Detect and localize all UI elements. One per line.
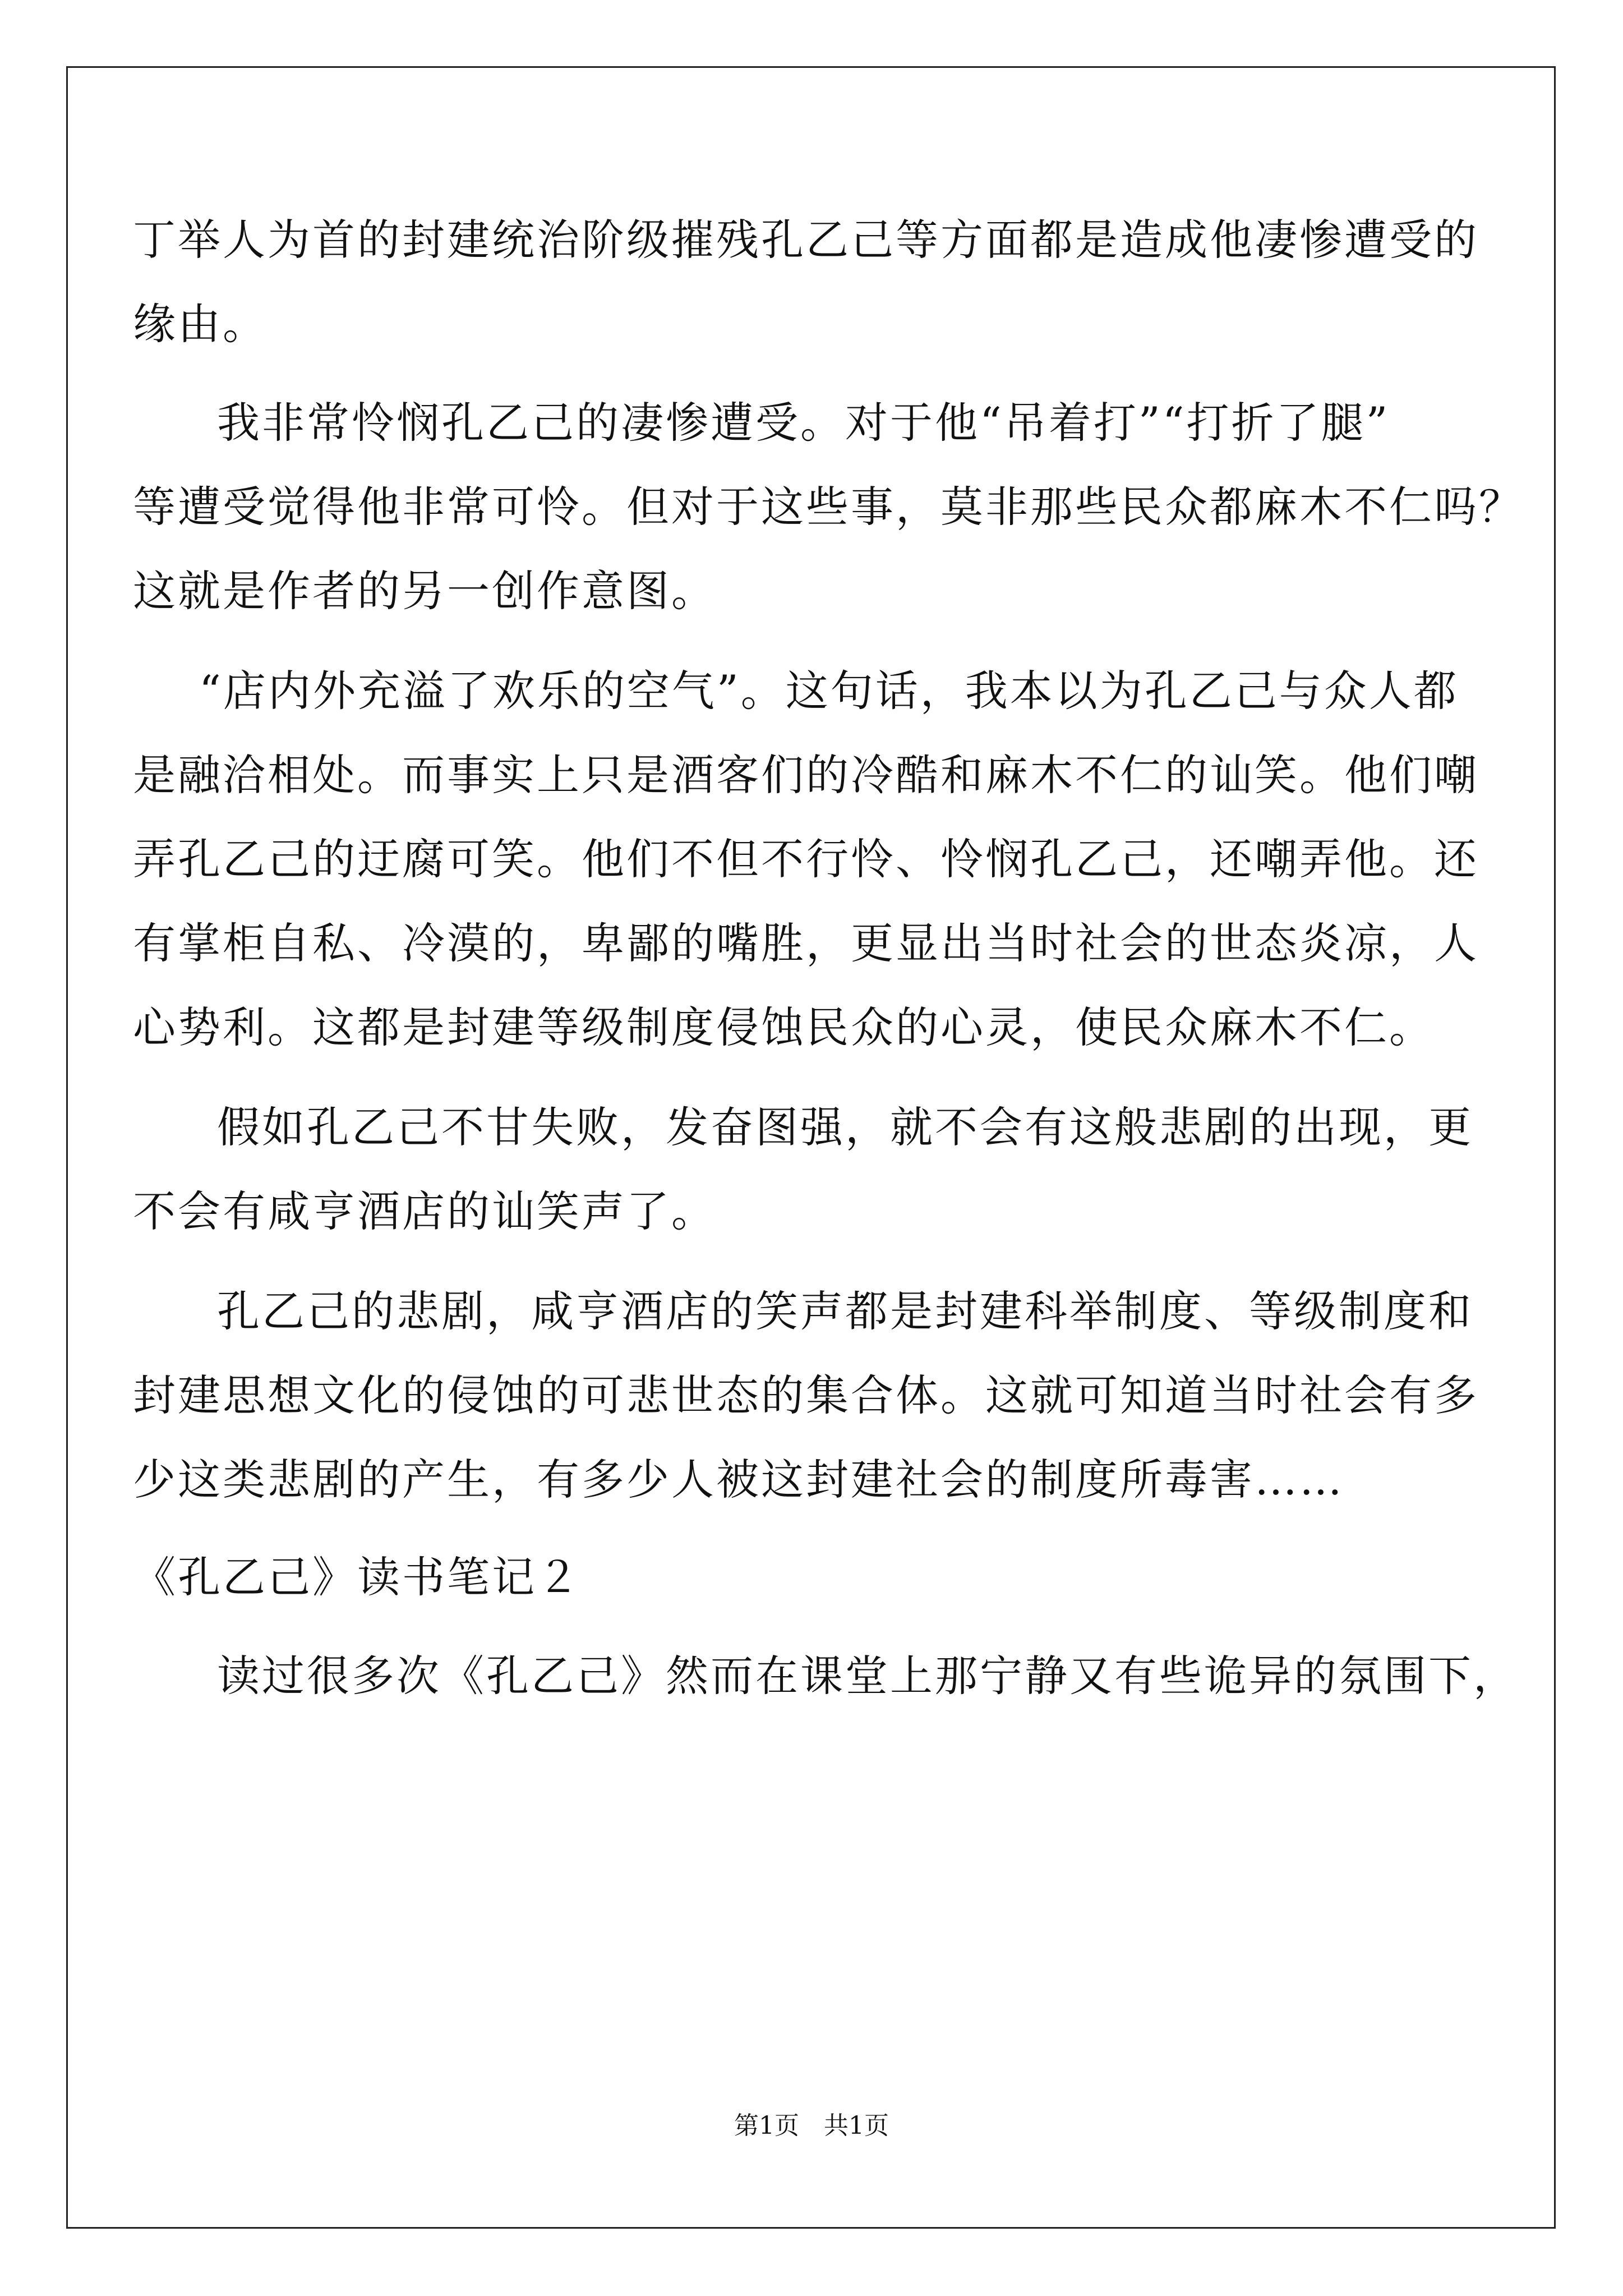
text-line: 这就是作者的另一创作意图。: [133, 566, 716, 616]
text-line: 不会有咸亨酒店的讪笑声了。: [133, 1186, 716, 1236]
text-line: 缘由。: [133, 299, 268, 349]
text-line: 封建思想文化的侵蚀的可悲世态的集合体。这就可知道当时社会有多: [133, 1370, 1479, 1420]
text-line: 有掌柜自私、冷漠的，卑鄙的嘴胜，更显出当时社会的世态炎凉，人: [133, 918, 1479, 968]
paragraph-start: 我非常怜悯孔乙己的凄惨遭受。对于他“吊着打”“打折了腿”: [217, 398, 1390, 448]
paragraph-start: 读过很多次《孔乙己》然而在课堂上那宁静又有些诡异的氛围下，: [217, 1651, 1518, 1701]
paragraph-start: “店内外充溢了欢乐的空气”。这句话，我本以为孔乙己与众人都: [199, 666, 1459, 716]
section-heading: 《孔乙己》读书笔记２: [133, 1552, 582, 1602]
text-line: 等遭受觉得他非常可怜。但对于这些事，莫非那些民众都麻木不仁吗？: [133, 482, 1524, 532]
page-footer: 第1页 共1页: [734, 2111, 889, 2140]
text-line: 是融洽相处。而事实上只是酒客们的冷酷和麻木不仁的讪笑。他们嘲: [133, 750, 1479, 800]
paragraph-start: 假如孔乙己不甘失败，发奋图强，就不会有这般悲剧的出现，更: [217, 1102, 1473, 1152]
text-line: 心势利。这都是封建等级制度侵蚀民众的心灵，使民众麻木不仁。: [133, 1002, 1434, 1052]
text-line: 少这类悲剧的产生，有多少人被这封建社会的制度所毒害……: [133, 1455, 1344, 1504]
text-line: 弄孔乙己的迂腐可笑。他们不但不行怜、怜悯孔乙己，还嘲弄他。还: [133, 834, 1479, 884]
text-line: 丁举人为首的封建统治阶级摧残孔乙己等方面都是造成他凄惨遭受的: [133, 215, 1479, 265]
paragraph-start: 孔乙己的悲剧，咸亨酒店的笑声都是封建科举制度、等级制度和: [217, 1286, 1473, 1336]
